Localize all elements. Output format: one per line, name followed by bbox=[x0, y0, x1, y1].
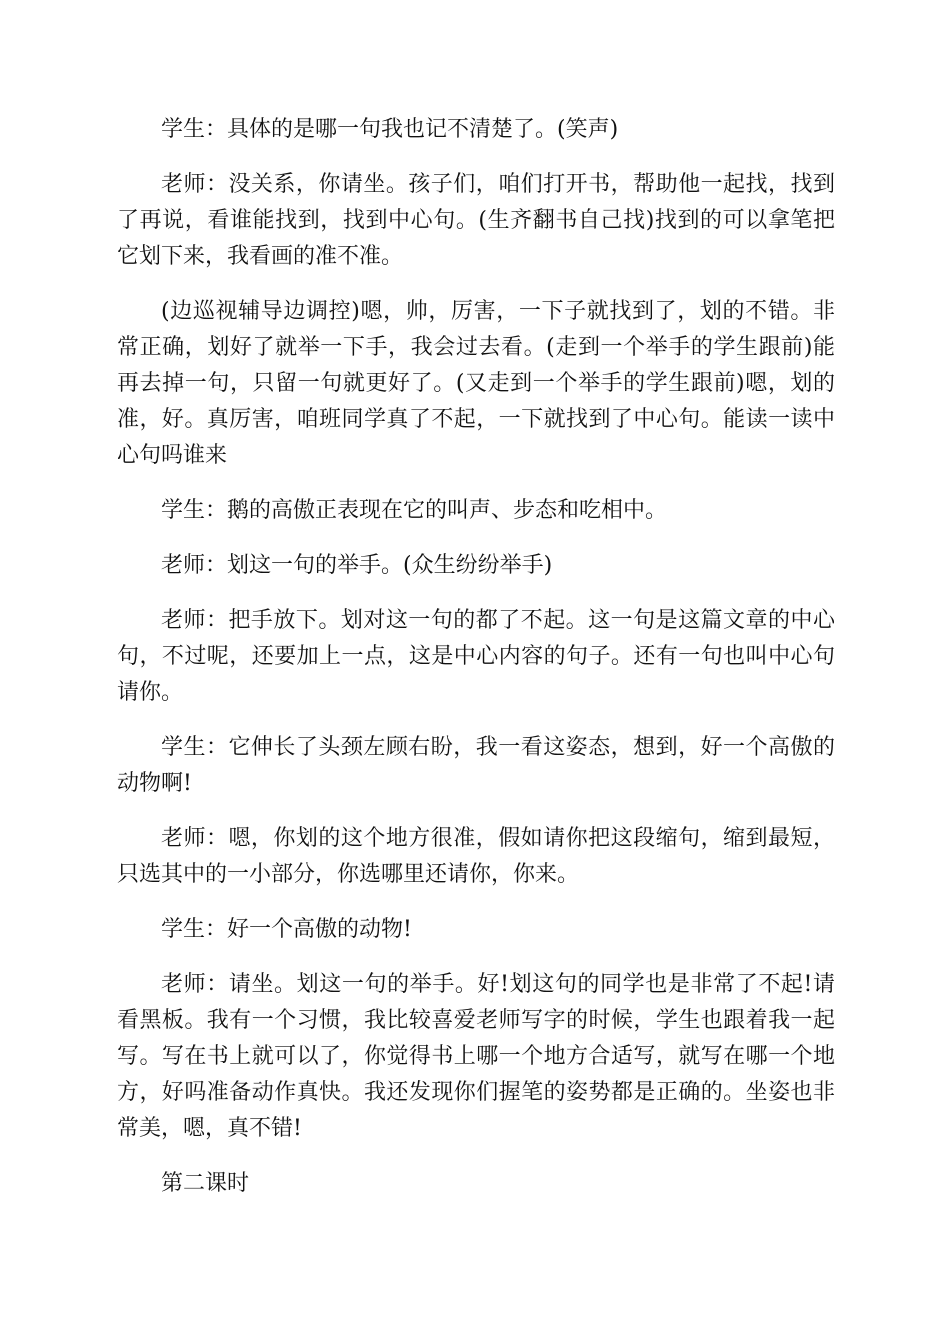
paragraph-student-3: 学生：它伸长了头颈左顾右盼，我一看这姿态，想到，好一个高傲的动物啊! bbox=[117, 735, 835, 796]
paragraph-student-4: 学生：好一个高傲的动物! bbox=[161, 917, 412, 942]
paragraph-teacher-2: 老师：划这一句的举手。(众生纷纷举手) bbox=[161, 553, 553, 578]
paragraph-teacher-3: 老师：把手放下。划对这一句的都了不起。这一句是这篇文章的中心句，不过呢，还要加上一点，这是中心内容的句子。还有一句也叫中心句请你。 bbox=[117, 608, 835, 705]
paragraph-student-1: 学生：具体的是哪一句我也记不清楚了。(笑声) bbox=[161, 117, 619, 142]
paragraph-student-2: 学生：鹅的高傲正表现在它的叫声、步态和吃相中。 bbox=[161, 498, 668, 523]
document-body bbox=[117, 112, 835, 1221]
paragraph-teacher-4: 老师：嗯，你划的这个地方很准，假如请你把这段缩句，缩到最短，只选其中的一小部分，你选哪里还请你，你来。 bbox=[117, 826, 835, 887]
paragraph-narration: (边巡视辅导边调控)嗯，帅，厉害，一下子就找到了，划的不错。非常正确，划好了就举一下手，我会过去看。(走到一个举手的学生跟前)能再去掉一句，只留一句就更好了。(又走到一个举手的学生跟前)嗯，划的准，好。真厉害，咱班同学真了不起，一下就找到了中心句。能读一读中心句吗谁来 bbox=[117, 299, 835, 468]
paragraph-teacher-1: 老师：没关系，你请坐。孩子们，咱们打开书，帮助他一起找，找到了再说，看谁能找到，找到中心句。(生齐翻书自己找)找到的可以拿笔把它划下来，我看画的准不准。 bbox=[117, 172, 835, 269]
paragraph-teacher-5: 老师：请坐。划这一句的举手。好!划这句的同学也是非常了不起!请看黑板。我有一个习惯，我比较喜爱老师写字的时候，学生也跟着我一起写。写在书上就可以了，你觉得书上哪一个地方合适写，就写在哪一个地方，好吗准备动作真快。我还发现你们握笔的姿势都是正确的。坐姿也非常美，嗯，真不错! bbox=[117, 972, 835, 1141]
section-heading-second-lesson: 第二课时 bbox=[161, 1171, 250, 1196]
